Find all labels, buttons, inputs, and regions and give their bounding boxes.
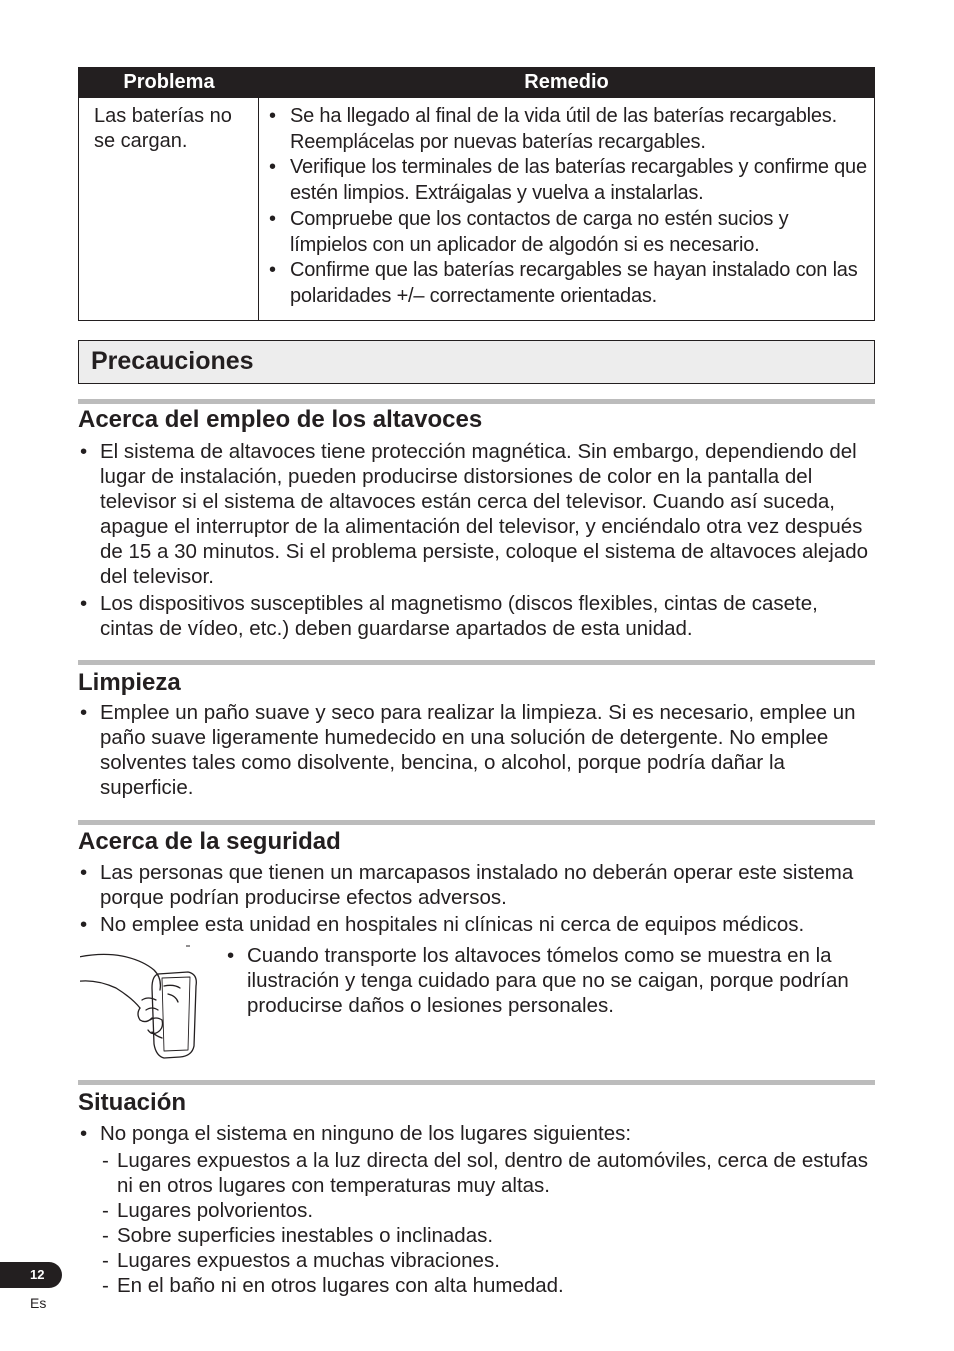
section-rule (78, 660, 875, 665)
header-remedy: Remedio (524, 71, 609, 93)
header-problem: Problema (123, 71, 215, 93)
altavoces-list (78, 439, 875, 641)
remedy-item: • Compruebe que los contactos de carga no estén sucios y límpielos con un aplicador de algodón si es necesario. (267, 207, 869, 258)
list-item: • El sistema de altavoces tiene protección magnética. Sin embargo, dependiendo del lugar de instalación, pueden producirse distorsiones de color en la pantalla del televisor si el sistema de altavoces están cerca del televisor. Cuando así suceda, apague el interruptor de la alimentación del televisor, y enciéndalo otra vez después de 15 a 30 minutos. Si el problema persiste, coloque el sistema de altavoces alejado del televisor. (78, 439, 875, 589)
sub-list-item: - Lugares expuestos a la luz directa del sol, dentro de automóviles, cerca de estufas ni en otros lugares con temperaturas muy altas. (102, 1148, 875, 1198)
section-title-limpieza: Limpieza (78, 669, 181, 696)
remedy-item: • Verifique los terminales de las baterías recargables y confirme que estén limpios. Extráigalas y vuelva a instalarlas. (267, 155, 869, 206)
section-title-situacion: Situación (78, 1089, 187, 1116)
remedy-list (267, 104, 869, 310)
sub-list-item: - Sobre superficies inestables o inclinadas. (102, 1223, 875, 1248)
list-item: • No emplee esta unidad en hospitales ni clínicas ni cerca de equipos médicos. (78, 912, 875, 937)
limpieza-list (78, 700, 868, 800)
sub-list-item: - Lugares expuestos a muchas vibraciones. (102, 1248, 875, 1273)
list-item: • Los dispositivos susceptibles al magnetismo (discos flexibles, cintas de casete, cintas de vídeo, etc.) deben guardarse apartados de esta unidad. (78, 591, 875, 641)
column-divider (258, 98, 259, 320)
hand-carrying-speaker-illustration (80, 944, 210, 1064)
section-title-altavoces: Acerca del empleo de los altavoces (78, 406, 483, 433)
table-header (79, 68, 874, 98)
troubleshooting-table (78, 67, 875, 321)
list-item: • No ponga el sistema en ninguno de los lugares siguientes: (78, 1121, 875, 1146)
list-item: • Emplee un paño suave y seco para realizar la limpieza. Si es necesario, emplee un paño suave ligeramente humedecido en una solución de detergente. No emplee solventes tales como disolvente, bencina, o alcohol, porque podría dañar la superficie. (78, 700, 868, 800)
sub-list-item: - Lugares polvorientos. (102, 1198, 875, 1223)
list-item: • Las personas que tienen un marcapasos instalado no deberán operar este sistema porque podrían producirse efectos adversos. (78, 860, 875, 910)
sub-list-item: - En el baño ni en otros lugares con alta humedad. (102, 1273, 875, 1298)
page-number-badge (0, 1262, 62, 1288)
remedy-item: • Confirme que las baterías recargables se hayan instalado con las polaridades +/– correctamente orientadas. (267, 258, 869, 309)
section-title-seguridad: Acerca de la seguridad (78, 828, 341, 855)
section-rule (78, 399, 875, 404)
page-number: 12 (30, 1267, 45, 1282)
problem-cell: Las baterías no se cargan. (94, 105, 232, 152)
precauciones-banner (78, 340, 875, 384)
language-code: Es (30, 1295, 47, 1311)
situacion-sublist (102, 1148, 875, 1298)
remedy-item: • Se ha llegado al final de la vida útil de las baterías recargables. Reemplácelas por nuevas baterías recargables. (267, 104, 869, 155)
seguridad-list (78, 860, 875, 937)
section-rule (78, 820, 875, 825)
transport-note-list (225, 943, 875, 1018)
situacion-list (78, 1121, 875, 1146)
precauciones-title: Precauciones (91, 347, 254, 375)
section-rule (78, 1080, 875, 1085)
list-item: • Cuando transporte los altavoces tómelos como se muestra en la ilustración y tenga cuidado para que no se caigan, porque podrían producirse daños o lesiones personales. (225, 943, 875, 1018)
